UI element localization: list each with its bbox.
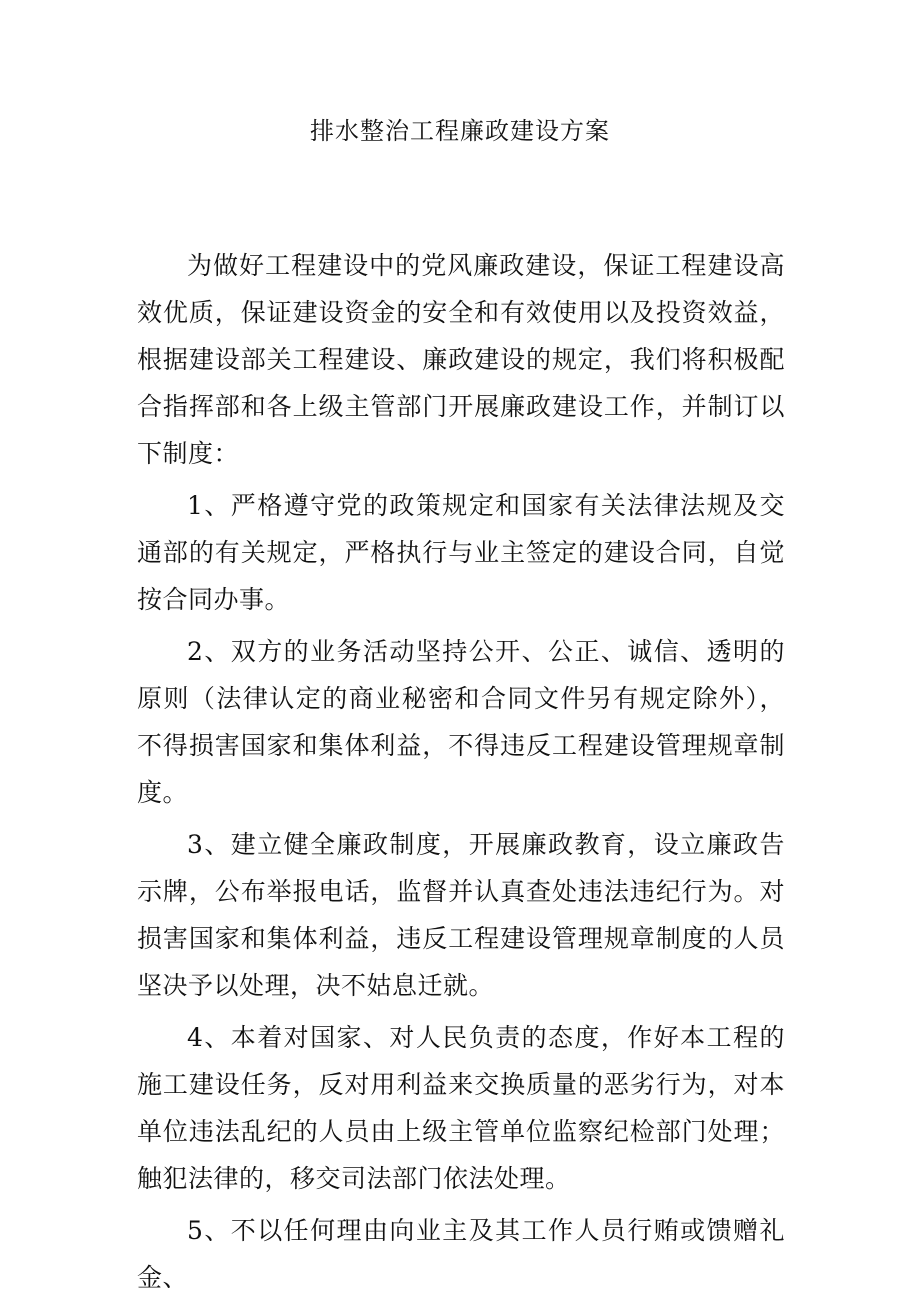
- rule-4-paragraph: 4、本着对国家、对人民负责的态度，作好本工程的施工建设任务，反对用利益来交换质量的恶劣行为，对本单位违法乱纪的人员由上级主管单位监察纪检部门处理；触犯法律的，移交司法部门依法处理。: [137, 1023, 785, 1193]
- document-body: [137, 242, 785, 1306]
- rule-3-paragraph: 3、建立健全廉政制度，开展廉政教育，设立廉政告示牌，公布举报电话，监督并认真查处违法违纪行为。对损害国家和集体利益，违反工程建设管理规章制度的人员坚决予以处理，决不姑息迁就。: [137, 830, 785, 1000]
- rule-1-paragraph: 1、严格遵守党的政策规定和国家有关法律法规及交通部的有关规定，严格执行与业主签定的建设合同，自觉按合同办事。: [137, 491, 785, 614]
- document-title: 排水整治工程廉政建设方案: [310, 117, 610, 145]
- rule-2-paragraph: 2、双方的业务活动坚持公开、公正、诚信、透明的原则（法律认定的商业秘密和合同文件另有规定除外），不得损害国家和集体利益，不得违反工程建设管理规章制度。: [137, 637, 785, 807]
- rule-5-paragraph: 5、不以任何理由向业主及其工作人员行贿或馈赠礼金、: [137, 1216, 785, 1292]
- intro-paragraph: 为做好工程建设中的党风廉政建设，保证工程建设高效优质，保证建设资金的安全和有效使用以及投资效益，根据建设部关工程建设、廉政建设的规定，我们将积极配合指挥部和各上级主管部门开展廉政建设工作，并制订以下制度：: [137, 251, 785, 468]
